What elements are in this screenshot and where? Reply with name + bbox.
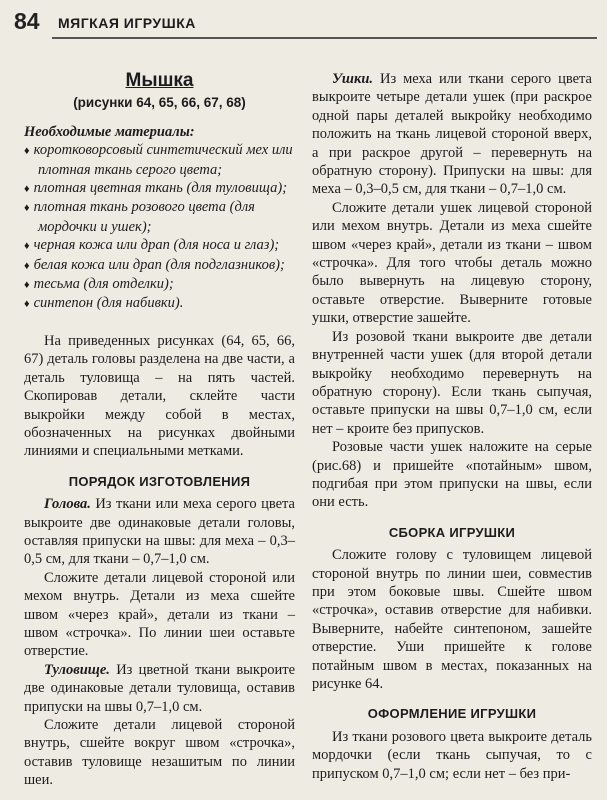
diamond-bullet-icon: ♦ [24, 202, 30, 215]
right-column [312, 70, 592, 783]
materials-heading: Необходимые материалы: [24, 123, 195, 140]
article-title: Мышка [125, 70, 194, 91]
diamond-bullet-icon: ♦ [24, 240, 30, 253]
body-paragraph-2: Сложите детали лицевой стороной внутрь, сшейте вокруг швом «строчка», оставив туловище незашитым по линии шеи. [24, 717, 295, 789]
body-paragraph: Туловище. Из цветной ткани выкроите две одинаковые детали туловища, оставив припуски на швы 0,7–1,0 см. [24, 661, 295, 715]
page-header [8, 6, 597, 36]
ears-paragraph-2: Сложите детали ушек лицевой стороной или мехом внутрь. Детали из меха сшейте швом «через край», детали из ткани – швом «строчка». Для того чтобы деталь можно было вывернуть на лицевую сторону, оставьте отверстие. Выверните готовые ушки, отверстие зашейте. [312, 199, 592, 327]
body-label: Туловище. [44, 661, 110, 678]
article-subtitle: (рисунки 64, 65, 66, 67, 68) [73, 95, 246, 111]
head-paragraph: Голова. Из ткани или меха серого цвета выкроите две одинаковые детали головы, оставляя припуски на швы: для меха – 0,3–0,5 см, для ткани – 0,7–1,0 см. [24, 496, 295, 568]
head-label: Голова. [44, 496, 91, 513]
section-heading-assembly: СБОРКА ИГРУШКИ [388, 524, 516, 540]
list-item: ♦ коротковорсовый синтетический мех или плотная ткань серого цвета; [24, 142, 293, 178]
page-number: 84 [14, 8, 40, 34]
assembly-paragraph: Сложите голову с туловищем лицевой стороной внутрь по линии шеи, совместив при этом боковые швы. Сшейте швом «строчка», оставив отверстие для набивки. Выверните, набейте синтепоном, зашейте отверстие. Уши пришейте к голове потайным швом в местах, показанных на рисунке 64. [312, 547, 592, 692]
diamond-bullet-icon: ♦ [24, 298, 30, 311]
ears-paragraph: Ушки. Из меха или ткани серого цвета выкроите четыре детали ушек (при раскрое одной пары деталей выкройку необходимо положить на ткань лицевой стороной вверх, а при раскрое другой – перевернуть на обратную сторону). Припуски на швы: для меха – 0,3–0,5 см, для ткани – 0,7–1,0 см. [312, 71, 592, 198]
ears-paragraph-4: Розовые части ушек наложите на серые (рис.68) и пришейте «потайным» швом, подгибая при этом припуски на швы, если они есть. [312, 439, 592, 511]
diamond-bullet-icon: ♦ [24, 183, 30, 196]
section-heading-procedure: ПОРЯДОК ИЗГОТОВЛЕНИЯ [68, 473, 251, 489]
list-item: ♦ черная кожа или драп (для носа и глаз); [24, 237, 280, 254]
list-item: ♦ тесьма (для отделки); [24, 276, 174, 293]
diamond-bullet-icon: ♦ [24, 259, 30, 272]
intro-paragraph: На приведенных рисунках (64, 65, 66, 67) деталь головы разделена на две части, а деталь туловища – на пять частей. Скопировав детали, склейте части выкройки между собой в местах, обозначенных на рисунках двойными линиями и специальными метками. [24, 332, 295, 460]
ears-label: Ушки. [332, 71, 374, 87]
diamond-bullet-icon: ♦ [24, 279, 30, 292]
header-rule [52, 37, 597, 39]
head-paragraph-2: Сложите детали лицевой стороной или мехом внутрь. Детали из меха сшейте швом «через край», детали из ткани – швом «строчка». По линии шеи оставьте отверстие. [24, 569, 295, 660]
diamond-bullet-icon: ♦ [24, 145, 30, 158]
section-heading-decoration: ОФОРМЛЕНИЕ ИГРУШКИ [367, 706, 537, 722]
list-item: ♦ плотная цветная ткань (для туловища); [24, 180, 288, 197]
decoration-paragraph: Из ткани розового цвета выкроите деталь мордочки (если ткань сыпучая, то с припуском 0,7–1,0 см; если нет – без при- [312, 728, 592, 782]
ears-paragraph-3: Из розовой ткани выкроите две детали внутренней части ушек (для второй детали выкройку необходимо перевернуть на обратную сторону). Если ткань сыпучая, оставьте припуски на швы 0,7–1,0 см, если нет – кроите без припусков. [312, 328, 592, 437]
list-item: ♦ синтепон (для набивки). [24, 295, 184, 312]
running-title: МЯГКАЯ ИГРУШКА [58, 15, 196, 31]
list-item: ♦ плотная ткань розового цвета (для мордочки и ушек); [24, 199, 255, 235]
list-item: ♦ белая кожа или драп (для подглазников); [24, 256, 285, 273]
left-column [24, 66, 295, 790]
materials-list [24, 141, 295, 314]
